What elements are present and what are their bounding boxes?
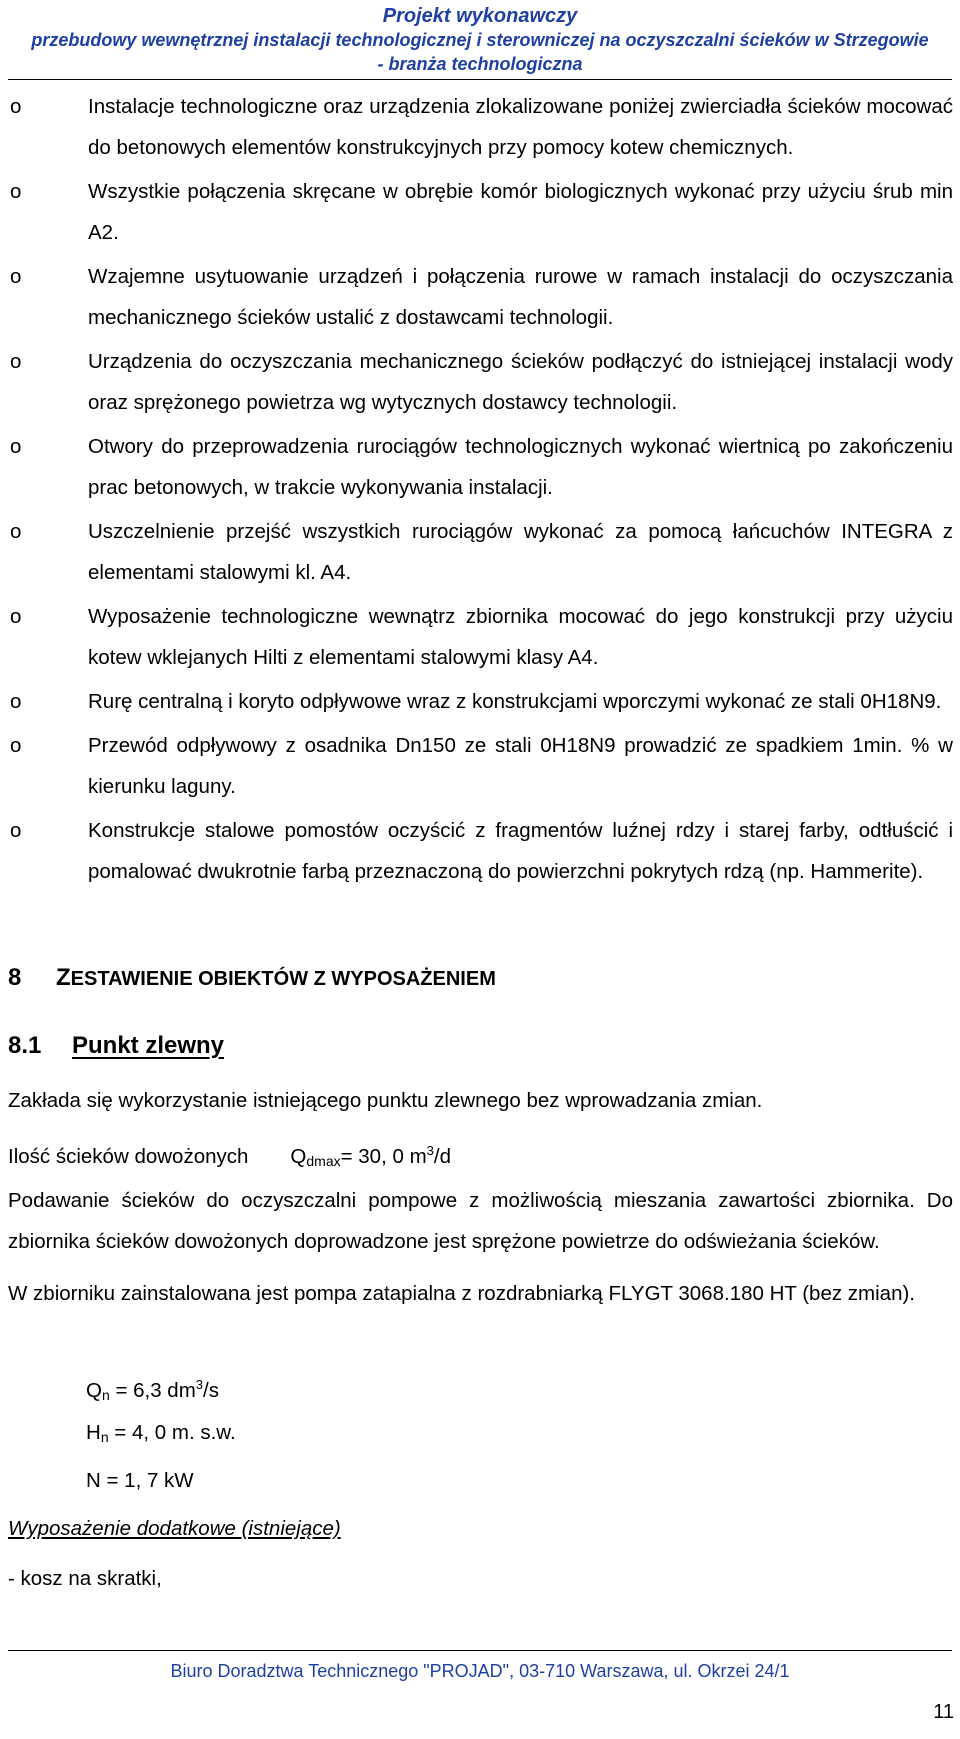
page-header bbox=[0, 4, 960, 76]
bullet-mark: o bbox=[10, 819, 22, 842]
section-number: 8.1 bbox=[8, 1032, 42, 1059]
paragraph: Podawanie ścieków do oczyszczalni pompowe z możliwością mieszania zawartości zbiornika. Do zbiornika ścieków dowożonych doprowadzone jest sprężone powietrze do odświeżania ścieków. bbox=[8, 1189, 953, 1253]
list-item: o Wzajemne usytuowanie urządzeń i połączenia rurowe w ramach instalacji do oczyszczania mechanicznego ścieków ustalić z dostawcami technologii. bbox=[10, 256, 953, 338]
extra-equipment-item: - kosz na skratki, bbox=[8, 1567, 162, 1590]
header-rule bbox=[8, 79, 952, 80]
param-n: N = 1, 7 kW bbox=[86, 1469, 194, 1492]
page-number: 11 bbox=[933, 1701, 954, 1723]
list-item: o Urządzenia do oczyszczania mechanicznego ścieków podłączyć do istniejącej instalacji wody oraz sprężonego powietrza wg wytycznych dostawcy technologii. bbox=[10, 341, 953, 423]
list-item: o Instalacje technologiczne oraz urządzenia zlokalizowane poniżej zwierciadła ścieków mocować do betonowych elementów konstrukcyjnych przy pomocy kotew chemicznych. bbox=[10, 86, 953, 168]
section-number: 8 bbox=[8, 964, 22, 991]
header-subtitle: przebudowy wewnętrznej instalacji technologicznej i sterowniczej na oczyszczalni ścieków w Strzegowie bbox=[31, 30, 929, 50]
list-item: o Wyposażenie technologiczne wewnątrz zbiornika mocować do jego konstrukcji przy użyciu kotew wklejanych Hilti z elementami stalowymi klasy A4. bbox=[10, 596, 953, 678]
list-item: o Uszczelnienie przejść wszystkich rurociągów wykonać za pomocą łańcuchów INTEGRA z elementami stalowymi kl. A4. bbox=[10, 511, 953, 593]
list-item: o Konstrukcje stalowe pomostów oczyścić z fragmentów luźnej rdzy i starej farby, odtłuścić i pomalować dwukrotnie farbą przeznaczoną do powierzchni pokrytych rdzą (np. Hammerite). bbox=[10, 810, 953, 892]
quantity-line: Ilość ścieków dowożonych $Q_{dmax}= 30$, 0 $m^3/d$ bbox=[8, 1143, 451, 1169]
param-hn: $H_n = 4$, 0 m. s.w. bbox=[86, 1421, 236, 1445]
param-qn: $Q_n = 6,3$ $dm^3/s$ bbox=[86, 1377, 219, 1403]
list-item: o Wszystkie połączenia skręcane w obrębie komór biologicznych wykonać przy użyciu śrub min A2. bbox=[10, 171, 953, 253]
paragraph: W zbiorniku zainstalowana jest pompa zatapialna z rozdrabniarką FLYGT 3068.180 HT (bez zmian). bbox=[8, 1282, 916, 1305]
footer-rule bbox=[8, 1650, 952, 1651]
bullet-mark: o bbox=[10, 95, 22, 118]
page-footer: Biuro Doradztwa Technicznego "PROJAD", 03-710 Warszawa, ul. Okrzei 24/1 bbox=[170, 1661, 790, 1681]
list-item: o Przewód odpływowy z osadnika Dn150 ze stali 0H18N9 prowadzić ze spadkiem 1min. % w kierunku laguny. bbox=[10, 725, 953, 807]
header-title: Projekt wykonawczy bbox=[382, 5, 578, 27]
bullet-list bbox=[10, 86, 953, 895]
list-item: o Rurę centralną i koryto odpływowe wraz z konstrukcjami wporczymi wykonać ze stali 0H18N9. bbox=[10, 681, 953, 722]
section-8-heading: 8 ZESTAWIENIE OBIEKTÓW Z WYPOSAŻENIEM bbox=[8, 964, 496, 991]
section-title: Punkt zlewny bbox=[72, 1032, 225, 1059]
bullet-mark: o bbox=[10, 734, 22, 757]
bullet-mark: o bbox=[10, 265, 22, 288]
header-branch: - branża technologiczna bbox=[377, 54, 583, 74]
bullet-mark: o bbox=[10, 520, 22, 543]
paragraph: Zakłada się wykorzystanie istniejącego punktu zlewnego bez wprowadzania zmian. bbox=[8, 1089, 763, 1112]
bullet-mark: o bbox=[10, 605, 22, 628]
bullet-mark: o bbox=[10, 435, 22, 458]
bullet-mark: o bbox=[10, 690, 22, 713]
bullet-mark: o bbox=[10, 180, 22, 203]
bullet-mark: o bbox=[10, 350, 22, 373]
extra-equipment-title: Wyposażenie dodatkowe (istniejące) bbox=[8, 1517, 341, 1540]
list-item: o Otwory do przeprowadzenia rurociągów technologicznych wykonać wiertnicą po zakończeniu prac betonowych, w trakcie wykonywania instalacji. bbox=[10, 426, 953, 508]
section-8-1-heading bbox=[8, 1032, 224, 1060]
